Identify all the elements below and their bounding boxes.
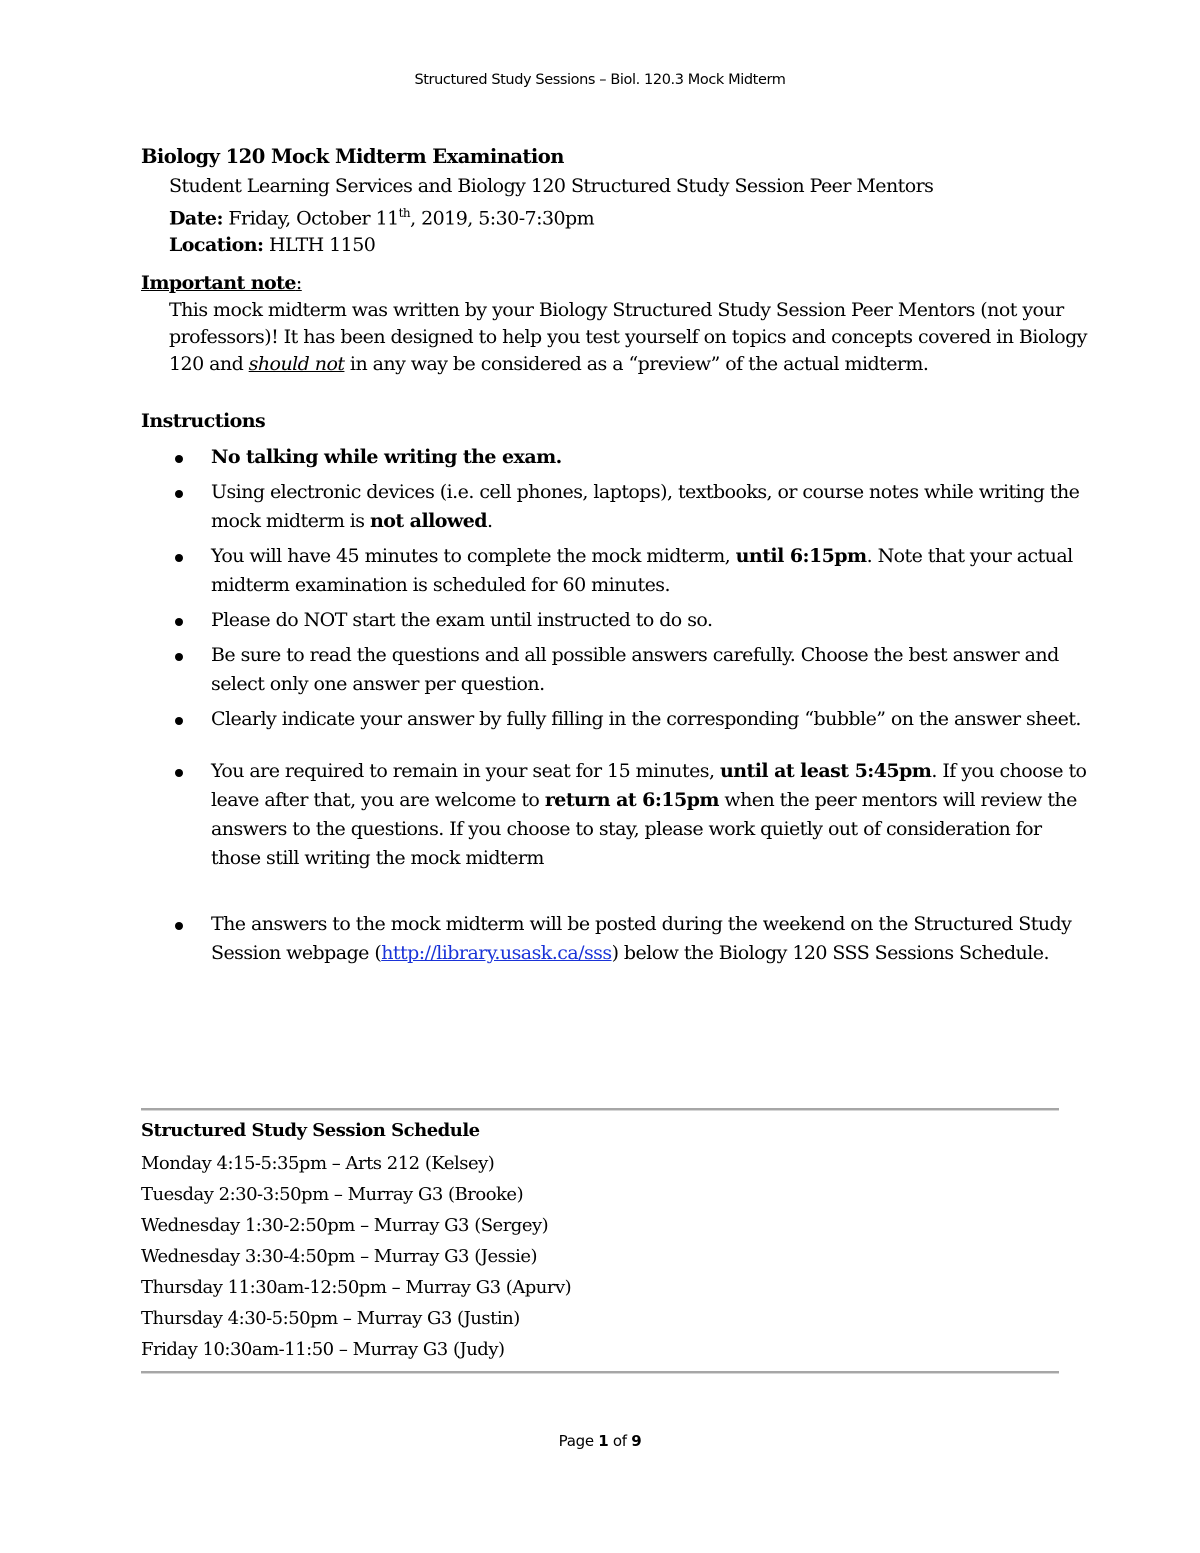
document-body: [141, 143, 1091, 974]
important-note-text: This mock midterm was written by your Biology Structured Study Session Peer Mentors (not your professors)! It has been designed to help you test yourself on topics and concepts covered in Biology 120 and should not in any way be considered as a “preview” of the actual midterm.: [169, 299, 1087, 376]
location-label: Location:: [169, 234, 264, 257]
instructions-heading: Instructions: [141, 410, 266, 433]
list-item: Please do NOT start the exam until instructed to do so.: [141, 606, 1091, 635]
location-value: HLTH 1150: [268, 234, 376, 257]
schedule-box: [141, 1118, 1059, 1365]
page-number: Page 1 of 9: [558, 1432, 642, 1450]
bullet-icon: [175, 717, 183, 725]
exam-info: [141, 173, 1091, 259]
schedule-row: Wednesday 3:30-4:50pm – Murray G3 (Jessie): [141, 1246, 537, 1267]
list-item: You are required to remain in your seat for 15 minutes, until at least 5:45pm. If you choose to leave after that, you are welcome to return at 6:15pm when the peer mentors will review the answers to the questions. If you choose to stay, please work quietly out of consideration for those still writing the mock midterm: [141, 757, 1091, 873]
page-title: Biology 120 Mock Midterm Examination: [141, 145, 564, 168]
schedule-row: Friday 10:30am-11:50 – Murray G3 (Judy): [141, 1339, 505, 1360]
list-item: Using electronic devices (i.e. cell phones, laptops), textbooks, or course notes while writing the mock midterm is not allowed.: [141, 478, 1091, 536]
bullet-icon: [175, 554, 183, 562]
bullet-icon: [175, 455, 183, 463]
date-value-pre: Friday, October 11: [228, 207, 399, 230]
schedule-row: Wednesday 1:30-2:50pm – Murray G3 (Sergey): [141, 1215, 549, 1236]
running-header: Structured Study Sessions – Biol. 120.3 Mock Midterm: [414, 72, 786, 88]
bullet-icon: [175, 653, 183, 661]
important-note-heading: Important note:: [141, 272, 302, 295]
bullet-icon: [175, 618, 183, 626]
organizer-line: Student Learning Services and Biology 120 Structured Study Session Peer Mentors: [169, 175, 934, 197]
instructions-list: [141, 443, 1091, 968]
schedule-row: Thursday 4:30-5:50pm – Murray G3 (Justin): [141, 1308, 520, 1329]
list-item: Be sure to read the questions and all possible answers carefully. Choose the best answer and select only one answer per question.: [141, 641, 1091, 699]
date-value-sup: th: [398, 206, 411, 220]
bottom-divider: [141, 1371, 1059, 1374]
date-line: [169, 200, 1091, 232]
list-item: No talking while writing the exam.: [141, 443, 1091, 472]
location-line: [169, 232, 1091, 259]
list-item: You will have 45 minutes to complete the mock midterm, until 6:15pm. Note that your actual midterm examination is scheduled for 60 minutes.: [141, 542, 1091, 600]
schedule-row: Tuesday 2:30-3:50pm – Murray G3 (Brooke): [141, 1184, 524, 1205]
schedule-row: Monday 4:15-5:35pm – Arts 212 (Kelsey): [141, 1153, 495, 1174]
schedule-row: Thursday 11:30am-12:50pm – Murray G3 (Apurv): [141, 1277, 572, 1298]
note-emphasis: should not: [248, 353, 345, 376]
schedule-title: Structured Study Session Schedule: [141, 1120, 480, 1141]
top-divider: [141, 1108, 1059, 1111]
bullet-icon: [175, 490, 183, 498]
list-item: Clearly indicate your answer by fully filling in the corresponding “bubble” on the answer sheet.: [141, 705, 1091, 734]
date-label: Date:: [169, 207, 223, 230]
bullet-icon: [175, 769, 183, 777]
date-value-post: , 2019, 5:30-7:30pm: [410, 207, 595, 230]
sss-webpage-link[interactable]: http://library.usask.ca/sss: [381, 942, 612, 965]
bullet-icon: [175, 922, 183, 930]
list-item: The answers to the mock midterm will be posted during the weekend on the Structured Study Session webpage (http://library.usask.ca/sss) below the Biology 120 SSS Sessions Schedule.: [141, 910, 1091, 968]
